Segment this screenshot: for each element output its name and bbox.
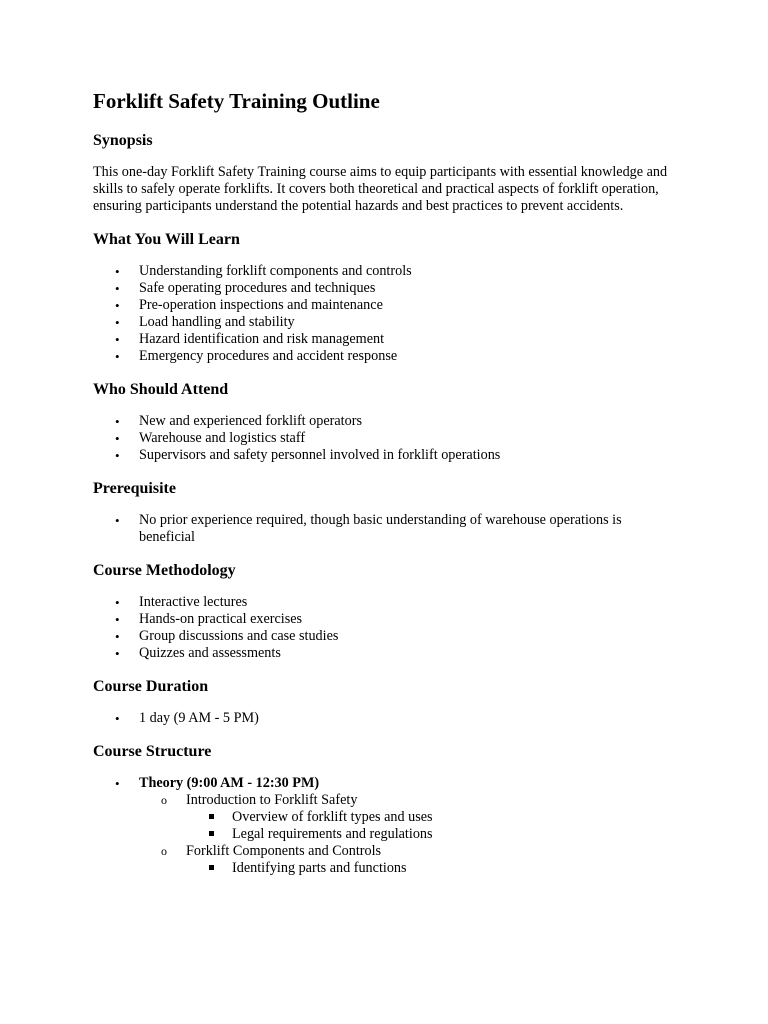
list-item bbox=[93, 348, 678, 365]
circle-bullet-icon: o bbox=[161, 793, 167, 807]
list-item bbox=[93, 775, 678, 877]
list-item-text: Hazard identification and risk management bbox=[139, 331, 385, 347]
synopsis-text: This one-day Forklift Safety Training course aims to equip participants with essential knowledge and skills to safely operate forklifts. It covers both theoretical and practical aspects of forklift operation, ensuring participants understand the potential hazards and best practices to prevent accidents. bbox=[93, 164, 668, 214]
module-item bbox=[139, 843, 678, 877]
prereq-list bbox=[93, 512, 678, 546]
bullet-icon: • bbox=[115, 646, 120, 661]
bullet-icon: • bbox=[115, 776, 120, 791]
bullet-icon: • bbox=[115, 414, 120, 429]
topic-item bbox=[186, 860, 678, 877]
list-item-text: Supervisors and safety personnel involved in forklift operations bbox=[139, 447, 501, 463]
module-list bbox=[139, 792, 678, 877]
list-item-text: Understanding forklift components and controls bbox=[139, 263, 412, 279]
list-item bbox=[93, 645, 678, 662]
list-item-text: Warehouse and logistics staff bbox=[139, 430, 306, 446]
bullet-icon: • bbox=[115, 264, 120, 279]
list-item bbox=[93, 331, 678, 348]
bullet-icon: • bbox=[115, 281, 120, 296]
module-title: Forklift Components and Controls bbox=[186, 843, 382, 859]
square-bullet-icon bbox=[209, 865, 214, 870]
list-item bbox=[93, 710, 678, 727]
bullet-icon: • bbox=[115, 448, 120, 463]
bullet-icon: • bbox=[115, 612, 120, 627]
prereq-heading: Prerequisite bbox=[93, 480, 176, 497]
methodology-heading: Course Methodology bbox=[93, 562, 236, 579]
topic-text: Overview of forklift types and uses bbox=[232, 809, 433, 825]
list-item bbox=[93, 512, 678, 546]
list-item bbox=[93, 430, 678, 447]
list-item bbox=[93, 628, 678, 645]
module-title: Introduction to Forklift Safety bbox=[186, 792, 358, 808]
square-bullet-icon bbox=[209, 831, 214, 836]
topic-list bbox=[186, 809, 678, 843]
topic-text: Legal requirements and regulations bbox=[232, 826, 433, 842]
bullet-icon: • bbox=[115, 431, 120, 446]
methodology-list bbox=[93, 594, 678, 662]
topic-list bbox=[186, 860, 678, 877]
bullet-icon: • bbox=[115, 298, 120, 313]
attend-heading: Who Should Attend bbox=[93, 381, 229, 398]
list-item-text: New and experienced forklift operators bbox=[139, 413, 362, 429]
bullet-icon: • bbox=[115, 711, 120, 726]
list-item-text: Safe operating procedures and techniques bbox=[139, 280, 376, 296]
list-item-text: Quizzes and assessments bbox=[139, 645, 281, 661]
list-item-text: Emergency procedures and accident response bbox=[139, 348, 398, 364]
list-item bbox=[93, 594, 678, 611]
bullet-icon: • bbox=[115, 595, 120, 610]
module-item bbox=[139, 792, 678, 843]
list-item-text: 1 day (9 AM - 5 PM) bbox=[139, 710, 259, 726]
topic-item bbox=[186, 826, 678, 843]
square-bullet-icon bbox=[209, 814, 214, 819]
structure-list bbox=[93, 775, 678, 877]
bullet-icon: • bbox=[115, 332, 120, 347]
list-item-text: No prior experience required, though basic understanding of warehouse operations is beneficial bbox=[139, 512, 622, 545]
list-item bbox=[93, 263, 678, 280]
list-item-text: Load handling and stability bbox=[139, 314, 295, 330]
list-item-text: Interactive lectures bbox=[139, 594, 248, 610]
circle-bullet-icon: o bbox=[161, 844, 167, 858]
topic-text: Identifying parts and functions bbox=[232, 860, 407, 876]
list-item bbox=[93, 280, 678, 297]
bullet-icon: • bbox=[115, 629, 120, 644]
duration-list bbox=[93, 710, 678, 727]
list-item bbox=[93, 297, 678, 314]
document-page bbox=[93, 88, 678, 892]
topic-item bbox=[186, 809, 678, 826]
list-item bbox=[93, 314, 678, 331]
list-item bbox=[93, 447, 678, 464]
synopsis-heading: Synopsis bbox=[93, 132, 153, 149]
bullet-icon: • bbox=[115, 513, 120, 528]
bullet-icon: • bbox=[115, 315, 120, 330]
duration-heading: Course Duration bbox=[93, 678, 209, 695]
list-item bbox=[93, 611, 678, 628]
structure-heading: Course Structure bbox=[93, 743, 212, 760]
learn-list bbox=[93, 263, 678, 365]
document-title: Forklift Safety Training Outline bbox=[93, 89, 380, 113]
bullet-icon: • bbox=[115, 349, 120, 364]
learn-heading: What You Will Learn bbox=[93, 231, 240, 248]
attend-list bbox=[93, 413, 678, 464]
list-item bbox=[93, 413, 678, 430]
theory-label: Theory (9:00 AM - 12:30 PM) bbox=[139, 775, 320, 791]
list-item-text: Pre-operation inspections and maintenance bbox=[139, 297, 383, 313]
list-item-text: Group discussions and case studies bbox=[139, 628, 339, 644]
list-item-text: Hands-on practical exercises bbox=[139, 611, 303, 627]
